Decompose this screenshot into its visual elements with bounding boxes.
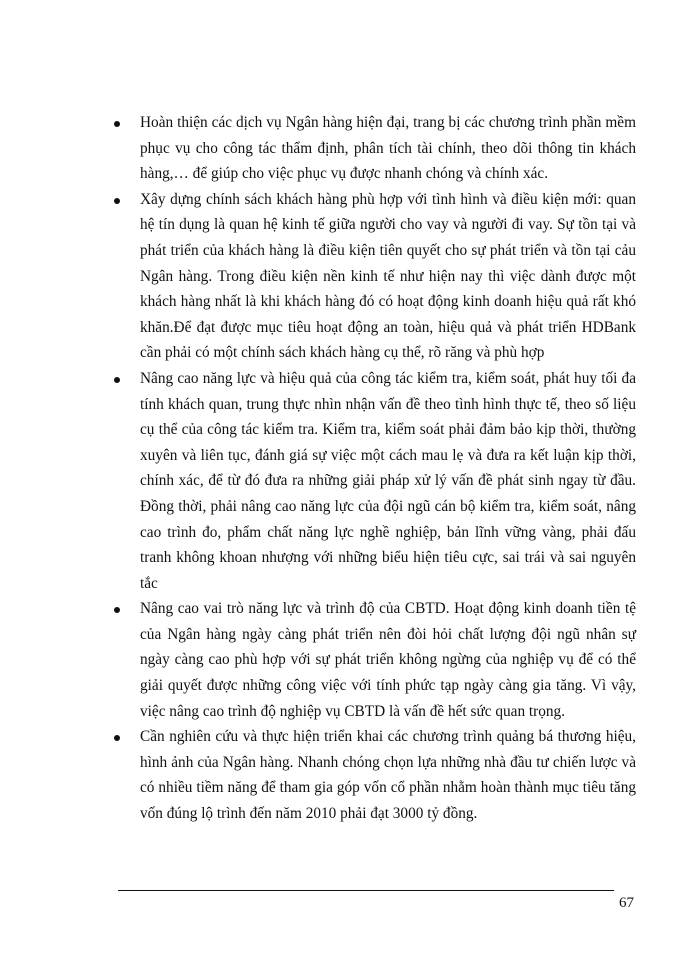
footer-divider: [118, 890, 614, 891]
bullet-item-kiem-tra-kiem-soat: [112, 366, 636, 596]
bullet-icon: [114, 607, 120, 613]
bullet-icon: [114, 121, 120, 127]
bullet-icon: [114, 377, 120, 383]
bullet-text: Hoàn thiện các dịch vụ Ngân hàng hiện đại, trang bị các chương trình phần mềm phục vụ cho công tác thẩm định, phân tích tài chính, theo dõi thông tin khách hàng,… để giúp cho việc phục vụ được nhanh chóng và chính xác.: [140, 114, 636, 183]
bullet-text: Xây dựng chính sách khách hàng phù hợp với tình hình và điều kiện mới: quan hệ tín dụng là quan hệ kinh tế giữa người cho vay và người đi vay. Sự tồn tại và phát triển của khách hàng là điều kiện tiên quyết cho sự phát triển và tồn tại cảu Ngân hàng. Trong điều kiện nền kinh tế như hiện nay thì việc dành được một khách hàng nhất là khi khách hàng đó có hoạt động kinh doanh hiệu quả rất khó khăn.Để đạt được mục tiêu hoạt động an toàn, hiệu quả và phát triển HDBank cần phải có một chính sách khách hàng cụ thể, rõ răng và phù hợp: [140, 190, 636, 362]
bullet-text: Nâng cao năng lực và hiệu quả của công tác kiểm tra, kiểm soát, phát huy tối đa tính khách quan, trung thực nhìn nhận vấn đề theo tình hình thực tế, theo số liệu cụ thể của công tác kiểm tra. Kiểm tra, kiểm soát phải đảm bảo kịp thời, thường xuyên và liên tục, đánh giá sự việc một cách mau lẹ và đưa ra kết luận kịp thời, chính xác, để từ đó đưa ra những giải pháp xử lý vấn đề phát sinh ngay từ đầu. Đồng thời, phải nâng cao năng lực của đội ngũ cán bộ kiểm tra, kiểm soát, nâng cao trình đo, phẩm chất năng lực nghề nghiệp, bản lĩnh vững vàng, phải đấu tranh không khoan nhượng với những biểu hiện tiêu cực, sai trái và sai nguyên tắc: [140, 369, 636, 592]
bullet-text: Nâng cao vai trò năng lực và trình độ của CBTD. Hoạt động kinh doanh tiền tệ của Ngân hàng ngày càng phát triển nên đòi hỏi chất lượng đội ngũ nhân sự ngày càng cao phù hợp với sự phát triển không ngừng của nghiệp vụ để có thể giải quyết được những công việc với tính phức tạp ngày càng gia tăng. Vì vậy, việc nâng cao trình độ nghiệp vụ CBTD là vấn đề hết sức quan trọng.: [140, 600, 636, 720]
page-number: 67: [619, 895, 634, 911]
bullet-item-nang-cao-cbtd: [112, 596, 636, 724]
page-content: [112, 110, 636, 827]
bullet-item-quang-ba-thuong-hieu: [112, 724, 636, 826]
bullet-text: Cần nghiên cứu và thực hiện triển khai các chương trình quảng bá thương hiệu, hình ảnh của Ngân hàng. Nhanh chóng chọn lựa những nhà đầu tư chiến lược và có nhiều tiềm năng để tham gia góp vốn cổ phần nhằm hoàn thành mục tiêu tăng vốn đúng lộ trình đến năm 2010 phải đạt 3000 tỷ đồng.: [140, 728, 636, 823]
bullet-item-ngan-hang-hien-dai: [112, 110, 636, 187]
bullet-item-chinh-sach-khach-hang: [112, 187, 636, 366]
bullet-list: [112, 110, 636, 827]
bullet-icon: [114, 735, 120, 741]
bullet-icon: [114, 198, 120, 204]
